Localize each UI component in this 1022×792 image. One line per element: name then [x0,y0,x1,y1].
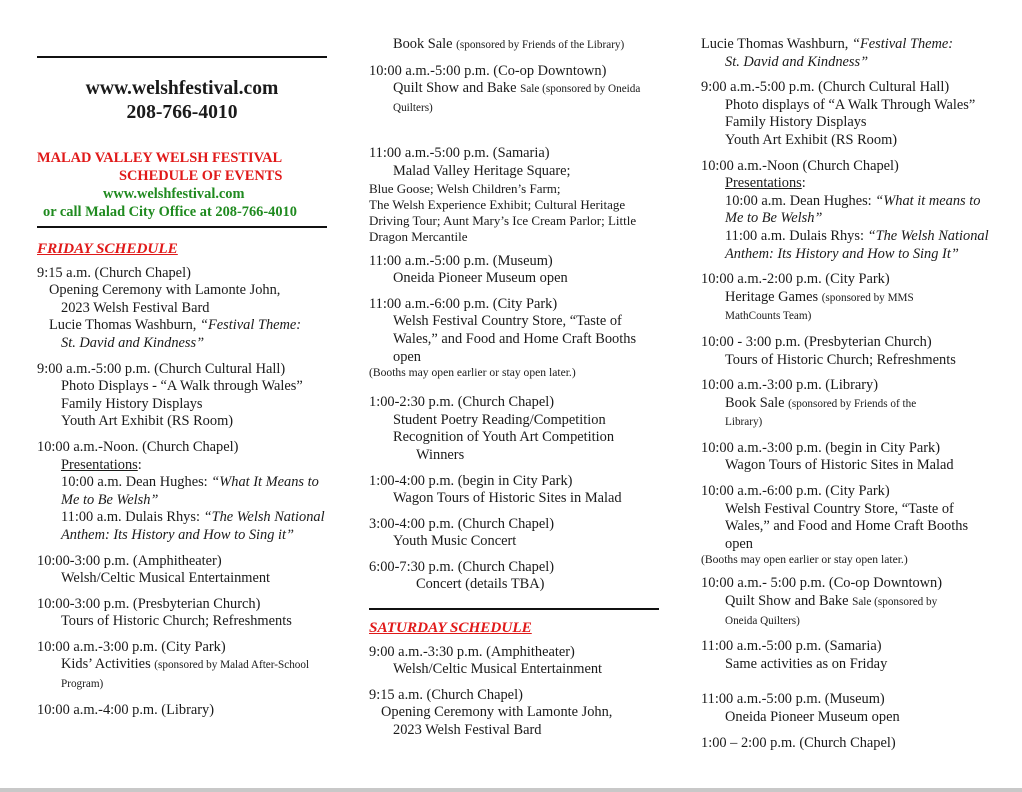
event-line: Photo Displays - “A Walk through Wales” [61,378,303,395]
friday-heading: FRIDAY SCHEDULE [37,240,178,257]
event-time: 11:00 a.m.-5:00 p.m. (Samaria) [369,145,550,162]
top-rule [37,56,327,58]
event-line: Oneida Pioneer Museum open [725,709,900,725]
event-time: 10:00 a.m.-3:00 p.m. (City Park) [37,638,226,655]
speaker: Lucie Thomas Washburn, [49,317,200,334]
friday-event-9 [369,145,659,244]
friday-event-12 [369,394,659,464]
event-line: Welsh Festival Country Store, “Taste of Wales,” and Food and Home Craft Booths open [725,500,969,552]
event-line: Wagon Tours of Historic Sites in Malad [393,490,622,507]
phone-heading: 208-766-4010 [126,102,238,123]
event-time: 10:00 a.m.-5:00 p.m. (Co-op Downtown) [369,62,607,79]
event-time: 9:00 a.m.-3:30 p.m. (Amphitheater) [369,643,575,660]
saturday-event-12 [701,691,1006,726]
event-time: 10:00 a.m.-3:00 p.m. (begin in City Park) [701,439,941,456]
friday-event-15 [369,559,659,594]
event-time: 10:00 a.m.-2:00 p.m. (City Park) [701,271,890,288]
friday-event-14 [369,516,659,551]
event-time: 10:00 a.m.- 5:00 p.m. (Co-op Downtown) [701,575,943,592]
saturday-event-5 [701,271,1006,326]
call-line: or call Malad City Office at 208-766-4010 [43,204,297,220]
event-line: Family History Displays [725,114,867,131]
saturday-event-2 [369,687,659,740]
event-line: Welsh Festival Country Store, “Taste of Wales,” and Food and Home Craft Booths open [393,313,637,365]
event-time: 10:00 a.m.-4:00 p.m. (Library) [37,701,215,718]
event-line: Recognition of Youth Art Competition [393,429,615,446]
friday-event-4 [37,553,327,588]
event-time: 11:00 a.m.-5:00 p.m. (Samaria) [701,638,882,655]
event-line: Quilt Show and Bake Sale (sponsored by Oneida Quilters) [725,593,938,627]
event-line: 10:00 a.m. Dean Hughes: “What It Means to Me to Be Welsh” [61,474,319,508]
event-time: 9:15 a.m. (Church Chapel) [369,686,523,703]
schedule-title: SCHEDULE OF EVENTS [119,168,283,184]
saturday-event-3 [701,79,1006,149]
event-line: St. David and Kindness” [61,334,205,351]
event-line: Opening Ceremony with Lamonte John, [49,282,281,299]
event-line: Youth Music Concert [393,533,517,550]
friday-event-7-cont [369,36,659,55]
event-line: Book Sale (sponsored by Friends of the Library) [725,394,917,429]
friday-event-11 [369,296,659,380]
event-line: Opening Ceremony with Lamonte John, [381,704,613,721]
saturday-event-8 [701,440,1006,475]
saturday-event-7 [701,377,1006,432]
event-line: Quilt Show and Bake Sale (sponsored by Oneida Quilters) [393,80,641,114]
event-time: 3:00-4:00 p.m. (Church Chapel) [369,515,555,532]
event-line: Welsh/Celtic Musical Entertainment [61,570,271,587]
friday-event-13 [369,473,659,508]
saturday-event-10 [701,575,1006,630]
event-line: 2023 Welsh Festival Bard [393,722,542,739]
saturday-event-11 [701,638,1006,673]
saturday-event-4 [701,158,1006,264]
event-time: 11:00 a.m.-6:00 p.m. (City Park) [369,295,558,312]
presentations-label: Presentations: [725,175,806,192]
event-time: 10:00-3:00 p.m. (Presbyterian Church) [37,595,261,612]
event-line [37,317,327,335]
friday-event-5 [37,596,327,631]
event-line: Welsh/Celtic Musical Entertainment [393,661,603,678]
friday-event-3 [37,439,327,545]
festival-title: MALAD VALLEY WELSH FESTIVAL [37,150,283,166]
event-time: 10:00 a.m.-Noon. (Church Chapel) [37,438,239,455]
saturday-heading: SATURDAY SCHEDULE [369,619,532,637]
event-line: Same activities as on Friday [725,655,888,672]
column-3 [701,36,1006,760]
event-line: The Welsh Experience Exhibit; Cultural Heritage Driving Tour; Aunt Mary’s Ice Cream Parlor; Little Dragon Mercantile [369,196,637,244]
friday-event-1 [37,265,327,353]
booths-note: (Booths may open earlier or stay open later.) [701,553,908,567]
presentations-label: Presentations: [61,456,142,473]
section-rule [369,608,659,610]
event-line: 11:00 a.m. Dulais Rhys: “The Welsh National Anthem: Its History and How to Sing It” [725,227,989,262]
event-time: 10:00 a.m.-6:00 p.m. (City Park) [701,483,890,500]
event-line: Tours of Historic Church; Refreshments [725,351,956,368]
website-green: www.welshfestival.com [103,186,245,202]
event-line: Wagon Tours of Historic Sites in Malad [725,457,954,474]
booths-note: (Booths may open earlier or stay open later.) [369,366,576,380]
event-line: Student Poetry Reading/Competition [393,411,606,428]
event-time: 11:00 a.m.-5:00 p.m. (Museum) [701,691,885,708]
event-time: 9:15 a.m. (Church Chapel) [37,264,191,281]
festival-title-block [37,149,327,221]
event-line: Kids’ Activities (sponsored by Malad After-School Program) [61,656,310,691]
event-time: 10:00 a.m.-Noon (Church Chapel) [701,157,899,174]
event-line: Concert (details TBA) [416,576,545,593]
event-line: Oneida Pioneer Museum open [393,270,568,287]
event-line: Heritage Games (sponsored by MMS MathCounts Team) [725,288,914,323]
event-time: 6:00-7:30 p.m. (Church Chapel) [369,558,555,575]
friday-event-8 [369,63,659,118]
event-line: Winners [416,446,465,463]
column-1 [37,0,327,727]
event-time: 1:00-4:00 p.m. (begin in City Park) [369,472,573,489]
saturday-event-6 [701,334,1006,369]
friday-event-6 [37,639,327,694]
event-line: Book Sale (sponsored by Friends of the Library) [393,36,625,52]
event-time: 9:00 a.m.-5:00 p.m. (Church Cultural Hall) [701,79,950,96]
event-line: Malad Valley Heritage Square; [393,162,571,179]
event-line: Youth Art Exhibit (RS Room) [725,131,898,148]
event-time: 1:00-2:30 p.m. (Church Chapel) [369,394,555,411]
event-line: 11:00 a.m. Dulais Rhys: “The Welsh National Anthem: Its History and How to Sing it” [61,509,325,543]
theme: “Festival Theme: [199,317,302,334]
saturday-event-1 [369,644,659,679]
friday-event-7 [37,702,327,720]
website-heading: www.welshfestival.com [85,78,279,99]
saturday-event-2-cont [701,36,1006,71]
event-time: 9:00 a.m.-5:00 p.m. (Church Cultural Hall) [37,360,286,377]
event-line: Tours of Historic Church; Refreshments [61,613,292,630]
event-line: Photo displays of “A Walk Through Wales” [725,96,976,113]
event-time: 10:00 - 3:00 p.m. (Presbyterian Church) [701,333,932,350]
page-bottom-edge [0,788,1022,792]
event-time: 10:00 a.m.-3:00 p.m. (Library) [701,377,879,394]
friday-event-10 [369,253,659,288]
event-time: 11:00 a.m.-5:00 p.m. (Museum) [369,252,553,269]
event-time: 1:00 – 2:00 p.m. (Church Chapel) [701,734,896,751]
event-line: Lucie Thomas Washburn, “Festival Theme: [701,36,954,52]
event-line: 2023 Welsh Festival Bard [61,299,210,316]
saturday-event-9 [701,483,1006,567]
event-line: Youth Art Exhibit (RS Room) [61,413,234,430]
event-line: 10:00 a.m. Dean Hughes: “What it means to Me to Be Welsh” [725,192,981,227]
event-line: Family History Displays [61,395,203,412]
column-2 [369,36,659,748]
section-rule [37,226,327,228]
event-line: Blue Goose; Welsh Children’s Farm; [369,180,561,196]
event-time: 10:00-3:00 p.m. (Amphitheater) [37,552,222,569]
event-line: St. David and Kindness” [725,53,869,70]
saturday-event-13 [701,735,1006,753]
friday-event-2 [37,361,327,431]
